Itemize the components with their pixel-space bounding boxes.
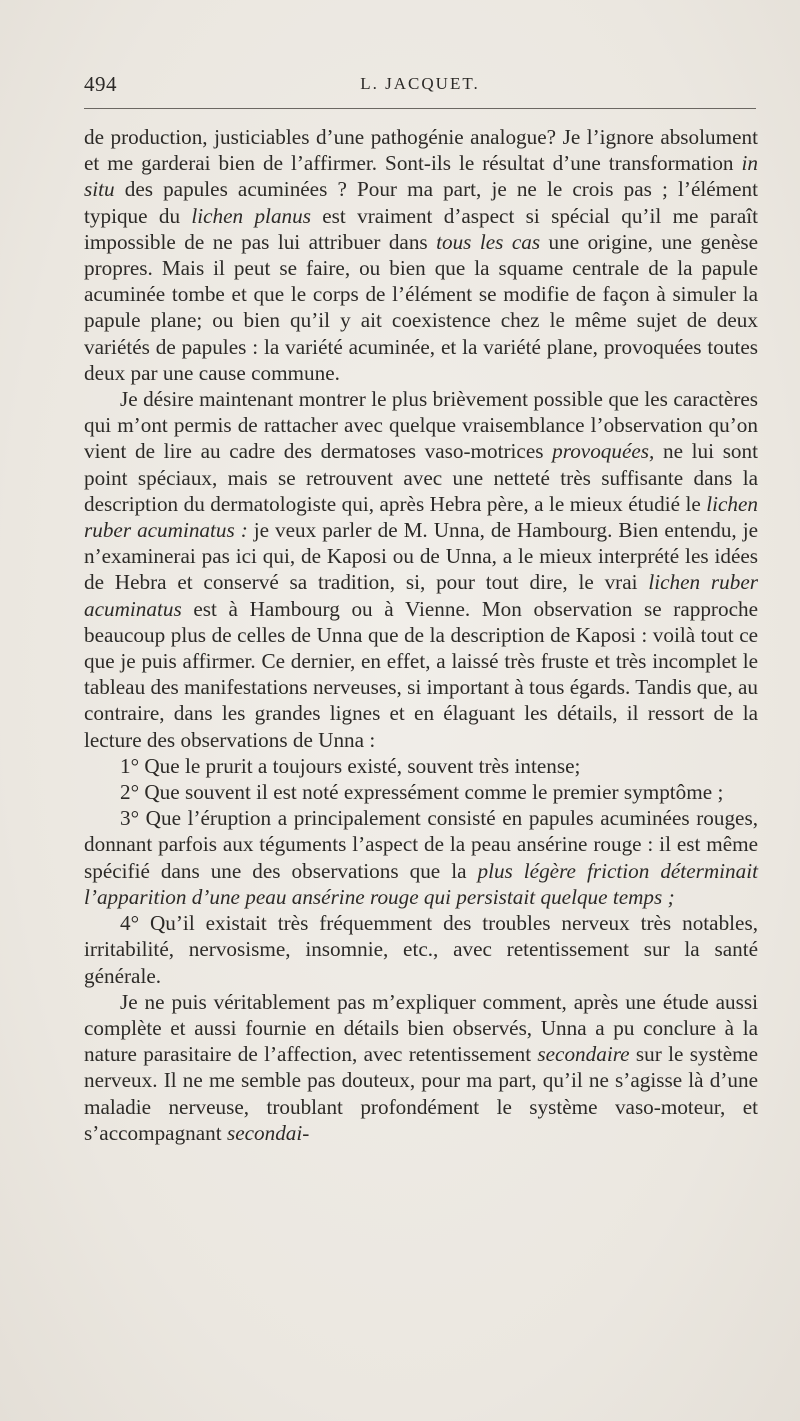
- list-item: [84, 779, 758, 805]
- text-run: de production, justiciables d’une pathogénie analogue? Je l’ignore absolument et me garderai bien de l’affirmer. Sont-ils le résultat d’une transformation: [84, 125, 758, 176]
- text-run: Je désire maintenant montrer le plus brièvement possible que les caractères qui m’ont permis de rattacher avec quelque vraisemblance l’observation qu’on vient de lire au cadre des dermatoses vaso-motrices: [84, 387, 758, 464]
- body-text: [84, 124, 758, 1146]
- italic-text-run: tous les cas: [436, 229, 541, 254]
- text-run: 3° Que l’éruption a principalement consisté en papules acuminées rouges, donnant parfois aux téguments l’aspect de la peau ansérine rouge : il est même spécifié dans une des observations que la: [84, 806, 758, 883]
- text-run: je veux parler de M. Unna, de Hambourg. Bien entendu, je n’examinerai pas ici qui, de Kaposi ou de Unna, a le mieux interprété les idées de Hebra et conservé sa tradition, si, pour tout dire, le vrai: [84, 518, 758, 595]
- text-run: 4° Qu’il existait très fréquemment des troubles nerveux très notables, irritabilité, nervosisme, insomnie, etc., avec retentissement sur la santé générale.: [84, 911, 758, 988]
- list-item: [84, 805, 758, 910]
- italic-text-run: provoquées,: [552, 439, 655, 464]
- text-run: une origine, une genèse propres. Mais il peut se faire, ou bien que la squame centrale de la papule acuminée tombe et que le corps de l’élément se modifie de façon à simuler la papule plane; ou bien qu’il y ait coexistence chez le même sujet de deux variétés de papules : la variété acuminée, et la variété plane, provoquées toutes deux par une cause commune.: [84, 229, 758, 385]
- italic-text-run: in situ: [84, 151, 758, 202]
- text-run: est vraiment d’aspect si spécial qu’il me paraît impossible de ne pas lui attribuer dans: [84, 203, 758, 254]
- italic-text-run: plus légère friction déterminait l’apparition d’une peau ansérine rouge qui persistait quelque temps ;: [84, 858, 758, 909]
- text-run: 2° Que souvent il est noté expressément comme le premier symptôme ;: [120, 780, 724, 805]
- header-rule: [84, 108, 756, 109]
- paragraph: [84, 989, 758, 1146]
- text-run: ne lui sont point spéciaux, mais se retrouvent avec une netteté très suffisante dans la description du dermatologiste qui, après Hebra père, a le mieux étudié le: [84, 439, 759, 516]
- page-number: 494: [84, 72, 117, 96]
- text-run: 1° Que le prurit a toujours existé, souvent très intense;: [120, 753, 581, 778]
- running-head: L. JACQUET.: [360, 74, 480, 93]
- paragraph: [84, 386, 758, 753]
- page-header: [84, 72, 756, 100]
- text-run: Je ne puis véritablement pas m’expliquer comment, après une étude aussi complète et aussi fournie en détails bien observés, Unna a pu conclure à la nature parasitaire de l’affection, avec retentissement: [84, 989, 758, 1067]
- italic-text-run: secondai-: [226, 1120, 310, 1145]
- paragraph: [84, 124, 758, 386]
- italic-text-run: secondaire: [537, 1042, 630, 1067]
- italic-text-run: lichen ruber acuminatus :: [84, 491, 758, 543]
- list-item: [84, 910, 758, 989]
- text-run: sur le système nerveux. Il ne me semble pas douteux, pour ma part, qu’il ne s’agisse là d’une maladie nerveuse, troublant profondément le système vaso-moteur, et s’accompagnant: [84, 1042, 758, 1145]
- text-run: est à Hambourg ou à Vienne. Mon observation se rapproche beaucoup plus de celles de Unna que de la description de Kaposi : voilà tout ce que je puis affirmer. Ce dernier, en effet, a laissé très fruste et très incomplet le tableau des manifestations nerveuses, si important à tous égards. Tandis que, au contraire, dans les grandes lignes et en élaguant les détails, il ressort de la lecture des observations de Unna :: [84, 596, 758, 752]
- list-item: [84, 753, 758, 779]
- italic-text-run: lichen ruber acuminatus: [84, 570, 758, 621]
- text-run: des papules acuminées ? Pour ma part, je ne le crois pas ; l’élément typique du: [84, 177, 758, 228]
- italic-text-run: lichen planus: [191, 203, 311, 228]
